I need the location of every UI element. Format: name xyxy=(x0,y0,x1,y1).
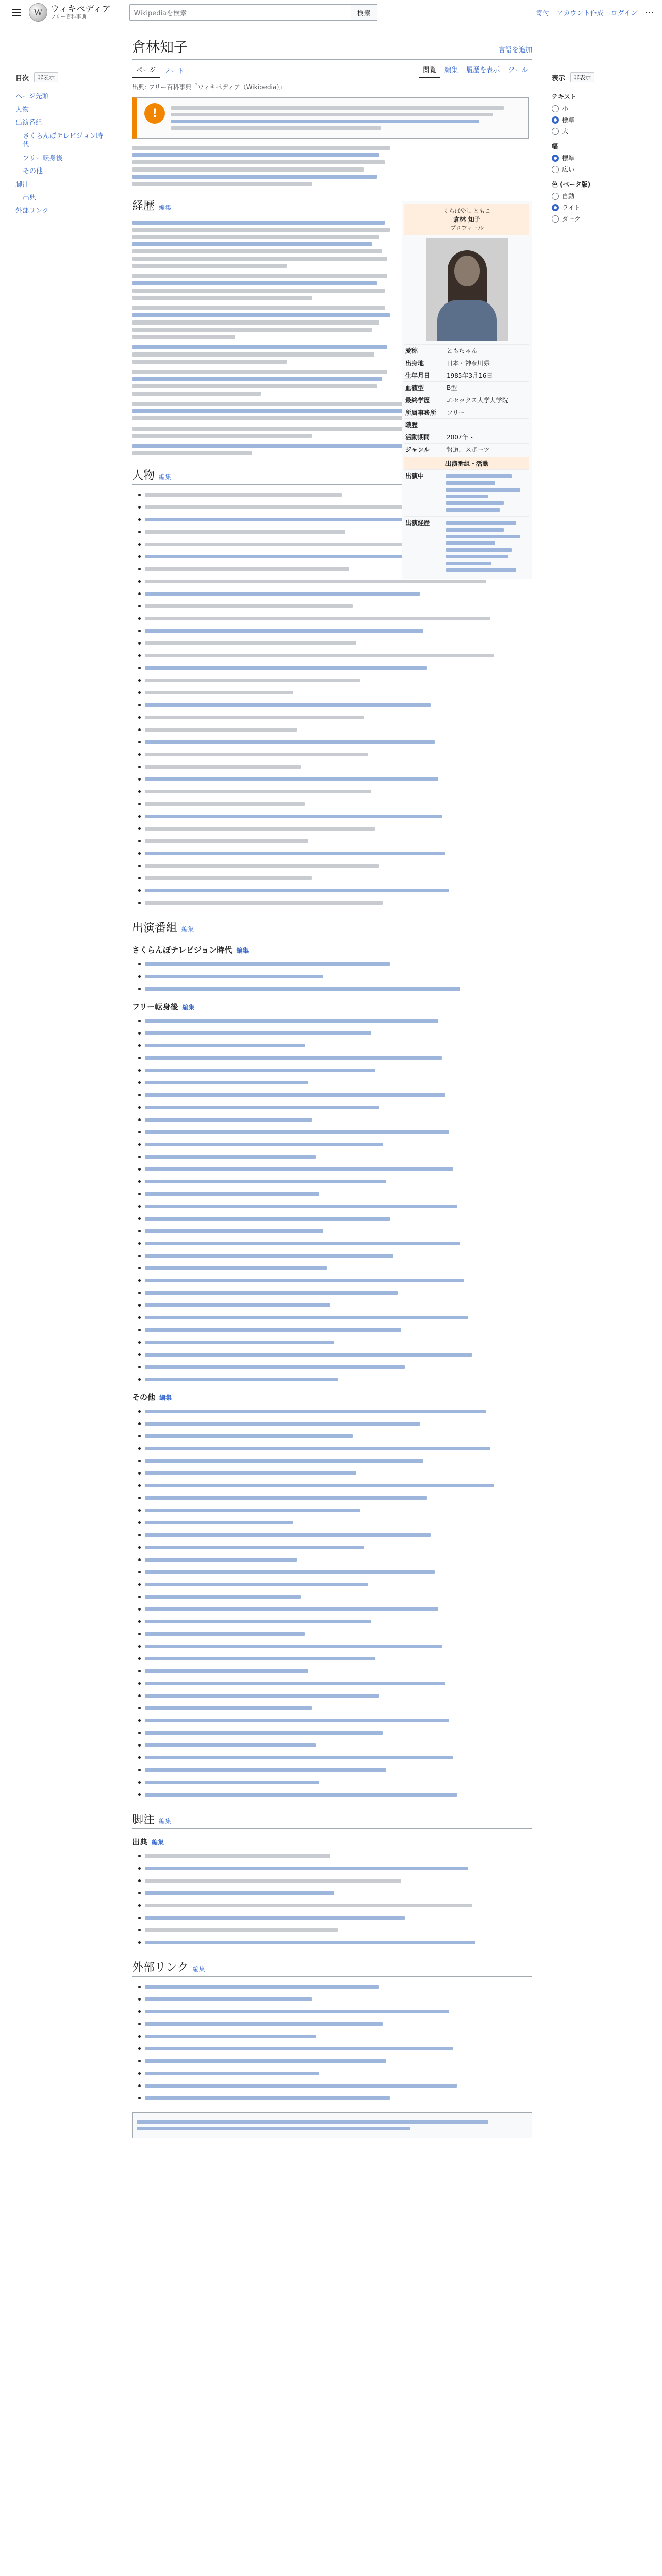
infobox-key: 出身地 xyxy=(405,360,424,367)
list-item xyxy=(132,1493,532,1503)
color-option[interactable] xyxy=(552,192,650,200)
edit-link[interactable]: 編集 xyxy=(159,1818,172,1825)
list-item xyxy=(132,651,532,660)
list-item xyxy=(132,601,532,611)
list-item xyxy=(132,1925,532,1935)
list-item xyxy=(132,2044,532,2054)
list-item xyxy=(132,713,532,722)
infobox-key: 生年月日 xyxy=(405,372,431,379)
radio-icon[interactable] xyxy=(552,215,559,223)
infobox-value: 日本・神奈川県 xyxy=(446,360,490,367)
external-list xyxy=(132,1982,532,2103)
list-item xyxy=(132,1419,532,1429)
radio-icon[interactable] xyxy=(552,166,559,173)
list-item xyxy=(132,1913,532,1923)
list-item xyxy=(132,1543,532,1552)
toc-item-person[interactable]: 人物 xyxy=(15,106,29,114)
warning-icon: ! xyxy=(144,103,165,124)
list-item xyxy=(132,1679,532,1688)
list-item xyxy=(132,1313,532,1323)
list-item xyxy=(132,849,532,858)
edit-link[interactable]: 編集 xyxy=(159,204,172,211)
list-item xyxy=(132,1592,532,1602)
list-item xyxy=(132,688,532,698)
list-item xyxy=(132,2081,532,2091)
list-item xyxy=(132,750,532,759)
list-item xyxy=(132,1777,532,1787)
list-item xyxy=(132,1629,532,1639)
toc-item-external[interactable]: 外部リンク xyxy=(15,207,49,215)
subsection-heading-sources: 出典 編集 xyxy=(132,1837,164,1846)
toc-item-sources[interactable]: 出典 xyxy=(23,194,37,202)
infobox-value: ともちゃん xyxy=(446,347,478,354)
search-button[interactable]: 検索 xyxy=(351,4,377,21)
list-item xyxy=(132,614,532,623)
radio-icon[interactable] xyxy=(552,105,559,112)
list-item xyxy=(132,589,532,599)
list-item xyxy=(132,1790,532,1800)
list-item xyxy=(132,1444,532,1453)
color-option[interactable] xyxy=(552,203,650,212)
list-item xyxy=(132,1189,532,1199)
list-item xyxy=(132,663,532,673)
infobox-key: 愛称 xyxy=(405,347,418,354)
list-item xyxy=(132,1090,532,1100)
text-size-option-label: 標準 xyxy=(562,116,575,124)
article-source-note: 出典: フリー百科事典『ウィキペディア（Wikipedia）』 xyxy=(132,83,286,91)
appearance-panel xyxy=(552,72,650,226)
list-item xyxy=(132,836,532,846)
radio-icon[interactable] xyxy=(552,193,559,200)
donate-link[interactable]: 寄付 xyxy=(536,9,550,18)
infobox-row xyxy=(404,406,529,418)
infobox-row xyxy=(404,357,529,369)
site-name: ウィキペディア xyxy=(51,4,111,15)
infobox-current-label: 出演中 xyxy=(405,472,424,480)
text-size-option[interactable] xyxy=(552,115,650,124)
subsection-heading-free: フリー転身後 編集 xyxy=(132,1002,195,1011)
list-item xyxy=(132,638,532,648)
list-item xyxy=(132,1518,532,1528)
infobox-key: 職歴 xyxy=(405,421,418,429)
infobox-key: 血液型 xyxy=(405,384,424,392)
list-item xyxy=(132,1617,532,1626)
other-list xyxy=(132,1406,532,1800)
infobox-value: 1985年3月16日 xyxy=(446,372,493,379)
tab-tools[interactable]: ツール xyxy=(508,66,528,74)
list-item xyxy=(132,1016,532,1026)
list-item xyxy=(132,1406,532,1416)
infobox-value: フリー xyxy=(446,409,465,416)
list-item xyxy=(132,1654,532,1664)
login-link[interactable]: ログイン xyxy=(610,9,637,18)
tab-read[interactable]: 閲覧 xyxy=(419,64,440,78)
edit-link[interactable]: 編集 xyxy=(236,947,249,954)
list-item xyxy=(132,2069,532,2078)
list-item xyxy=(132,861,532,871)
infobox-key: 活動期間 xyxy=(405,434,431,441)
top-bar xyxy=(0,0,662,25)
edit-link[interactable]: 編集 xyxy=(159,473,172,481)
list-item xyxy=(132,1604,532,1614)
list-item xyxy=(132,1888,532,1898)
tab-history[interactable]: 履歴を表示 xyxy=(466,66,500,74)
subsection-heading-other: その他 編集 xyxy=(132,1393,172,1402)
list-item xyxy=(132,1263,532,1273)
list-item xyxy=(132,1938,532,1947)
list-item xyxy=(132,1288,532,1298)
add-language-button[interactable]: 言語を追加 xyxy=(498,46,532,54)
site-logo[interactable] xyxy=(29,3,111,22)
lead-paragraph xyxy=(132,146,390,186)
list-item xyxy=(132,675,532,685)
tab-page[interactable]: ページ xyxy=(132,64,160,78)
search-form xyxy=(129,4,377,21)
infobox-name: 倉林 知子 xyxy=(453,216,481,223)
list-item xyxy=(132,1481,532,1490)
list-item xyxy=(132,1851,532,1861)
list-item xyxy=(132,1901,532,1910)
list-item xyxy=(132,1691,532,1701)
list-item xyxy=(132,1753,532,1762)
edit-link[interactable]: 編集 xyxy=(181,926,194,933)
list-item xyxy=(132,1740,532,1750)
infobox-key: 所属事務所 xyxy=(405,409,437,416)
sakuranbo-list xyxy=(132,959,532,994)
list-item xyxy=(132,1325,532,1335)
list-item xyxy=(132,626,532,636)
list-item xyxy=(132,1716,532,1725)
color-option[interactable] xyxy=(552,214,650,223)
infobox-key: 最終学歴 xyxy=(405,397,431,404)
list-item xyxy=(132,762,532,772)
infobox-reading: くらばやし ともこ xyxy=(443,208,491,214)
site-tagline: フリー百科事典 xyxy=(51,14,87,20)
free-list xyxy=(132,1016,532,1384)
list-item xyxy=(132,1567,532,1577)
width-option[interactable] xyxy=(552,165,650,174)
list-item xyxy=(132,1177,532,1187)
main-menu-icon[interactable] xyxy=(8,4,25,21)
list-item xyxy=(132,811,532,821)
list-item xyxy=(132,1028,532,1038)
table-of-contents xyxy=(15,72,108,217)
list-item xyxy=(132,1530,532,1540)
list-item xyxy=(132,984,532,994)
user-links xyxy=(536,7,654,18)
list-item xyxy=(132,1350,532,1360)
color-label: 色 (ベータ版) xyxy=(552,181,591,188)
list-item xyxy=(132,799,532,809)
infobox-row xyxy=(404,344,529,357)
list-item xyxy=(132,886,532,895)
appearance-hide-button[interactable]: 非表示 xyxy=(570,72,594,82)
list-item xyxy=(132,1876,532,1886)
list-item xyxy=(132,1041,532,1050)
list-item xyxy=(132,2019,532,2029)
maintenance-notice xyxy=(132,97,529,139)
list-item xyxy=(132,2093,532,2103)
list-item xyxy=(132,1375,532,1384)
list-item xyxy=(132,1226,532,1236)
list-item xyxy=(132,1703,532,1713)
width-option-label: 広い xyxy=(562,166,575,173)
toc-item-sakuranbo[interactable]: さくらんぼテレビジョン時代 xyxy=(23,132,103,149)
section-heading-notes: 脚注 編集 xyxy=(132,1811,532,1829)
list-item xyxy=(132,898,532,908)
list-item xyxy=(132,1115,532,1125)
section-heading-external: 外部リンク 編集 xyxy=(132,1959,532,1977)
infobox-row xyxy=(404,394,529,406)
list-item xyxy=(132,1164,532,1174)
list-item xyxy=(132,1555,532,1565)
list-item xyxy=(132,1276,532,1285)
list-item xyxy=(132,1127,532,1137)
category-box xyxy=(132,2112,532,2138)
appearance-title: 表示 xyxy=(552,74,566,82)
notice-text xyxy=(171,103,521,133)
text-size-label: テキスト xyxy=(552,93,576,100)
list-item xyxy=(132,1337,532,1347)
tab-edit[interactable]: 編集 xyxy=(444,66,458,74)
toc-item-top[interactable]: ページ先頭 xyxy=(15,93,49,100)
infobox-row xyxy=(404,443,529,455)
edit-link[interactable]: 編集 xyxy=(182,1004,195,1011)
list-item xyxy=(132,1201,532,1211)
list-item xyxy=(132,1580,532,1589)
list-item xyxy=(132,972,532,981)
portrait-photo[interactable] xyxy=(426,238,508,341)
list-item xyxy=(132,1468,532,1478)
edit-link[interactable]: 編集 xyxy=(192,1965,205,1973)
list-item xyxy=(132,1103,532,1112)
text-size-option-label: 小 xyxy=(562,105,569,112)
list-item xyxy=(132,1300,532,1310)
list-item xyxy=(132,959,532,969)
list-item xyxy=(132,1251,532,1261)
infobox-programs-bar: 出演番組・活動 xyxy=(404,457,529,469)
list-item xyxy=(132,1994,532,2004)
toc-item-notes[interactable]: 脚注 xyxy=(15,180,29,189)
lead-section xyxy=(132,146,390,186)
list-item xyxy=(132,737,532,747)
list-item xyxy=(132,774,532,784)
toc-item-programs[interactable]: 出演番組 xyxy=(15,119,43,127)
career-section xyxy=(132,221,390,396)
list-item xyxy=(132,1641,532,1651)
text-size-option[interactable] xyxy=(552,127,650,135)
section-heading-programs: 出演番組 編集 xyxy=(132,919,532,937)
list-item xyxy=(132,1362,532,1372)
list-item xyxy=(132,2007,532,2016)
toc-item-other[interactable]: その他 xyxy=(23,167,43,176)
list-item xyxy=(132,1863,532,1873)
infobox-subtitle: プロフィール xyxy=(450,225,484,231)
infobox xyxy=(402,201,532,579)
section-heading-person: 人物 編集 xyxy=(132,467,532,485)
list-item xyxy=(132,2056,532,2066)
page-title: 倉林知子 xyxy=(132,40,188,56)
list-item xyxy=(132,787,532,796)
radio-icon[interactable] xyxy=(552,155,559,162)
list-item xyxy=(132,1505,532,1515)
list-item xyxy=(132,1239,532,1248)
globe-icon: W xyxy=(29,3,47,22)
color-option-label: ダーク xyxy=(562,215,581,223)
list-item xyxy=(132,1765,532,1775)
infobox-row xyxy=(404,381,529,394)
section-heading-career: 経歴 編集 xyxy=(132,197,390,215)
list-item xyxy=(132,1728,532,1738)
infobox-value: 2007年 - xyxy=(446,434,473,441)
list-item xyxy=(132,1053,532,1063)
width-option[interactable] xyxy=(552,154,650,162)
list-item xyxy=(132,873,532,883)
list-item xyxy=(132,1456,532,1466)
width-label: 幅 xyxy=(552,143,558,150)
infobox-row xyxy=(404,431,529,443)
radio-icon[interactable] xyxy=(552,128,559,135)
edit-link[interactable]: 編集 xyxy=(159,1394,172,1401)
text-size-option-label: 大 xyxy=(562,128,569,135)
infobox-value xyxy=(446,420,528,429)
radio-icon[interactable] xyxy=(552,116,559,124)
toc-hide-button[interactable]: 非表示 xyxy=(34,72,58,82)
infobox-row xyxy=(404,418,529,431)
tab-talk[interactable]: ノート xyxy=(164,67,185,75)
list-item xyxy=(132,1152,532,1162)
list-item xyxy=(132,1078,532,1088)
edit-link[interactable]: 編集 xyxy=(152,1839,164,1846)
text-size-option[interactable] xyxy=(552,104,650,113)
more-options-icon[interactable]: ⋯ xyxy=(644,7,654,18)
sources-list xyxy=(132,1851,532,1947)
width-option-label: 標準 xyxy=(562,155,575,162)
list-item xyxy=(132,2031,532,2041)
infobox-value: B型 xyxy=(446,384,457,392)
list-item xyxy=(132,824,532,834)
infobox-value: エセックス大学大学院 xyxy=(446,397,508,404)
radio-icon[interactable] xyxy=(552,204,559,211)
list-item xyxy=(132,1065,532,1075)
color-option-label: 自動 xyxy=(562,193,575,200)
list-item xyxy=(132,1982,532,1992)
toc-title: 目次 xyxy=(15,74,29,82)
list-item xyxy=(132,725,532,735)
toc-item-free[interactable]: フリー転身後 xyxy=(23,154,63,162)
list-item xyxy=(132,1431,532,1441)
subsection-heading-sakuranbo: さくらんぼテレビジョン時代 編集 xyxy=(132,945,249,955)
infobox-past-label: 出演経歴 xyxy=(405,519,431,527)
create-account-link[interactable]: アカウント作成 xyxy=(556,9,604,18)
list-item xyxy=(132,1666,532,1676)
infobox-key: ジャンル xyxy=(405,446,430,453)
search-input[interactable]: Wikipediaを検索 xyxy=(129,4,351,21)
color-option-label: ライト xyxy=(562,204,581,211)
infobox-row xyxy=(404,369,529,381)
page-tabs xyxy=(132,65,532,78)
list-item xyxy=(132,1214,532,1224)
list-item xyxy=(132,700,532,710)
infobox-value: 報道、スポーツ xyxy=(446,446,490,453)
list-item xyxy=(132,1140,532,1149)
